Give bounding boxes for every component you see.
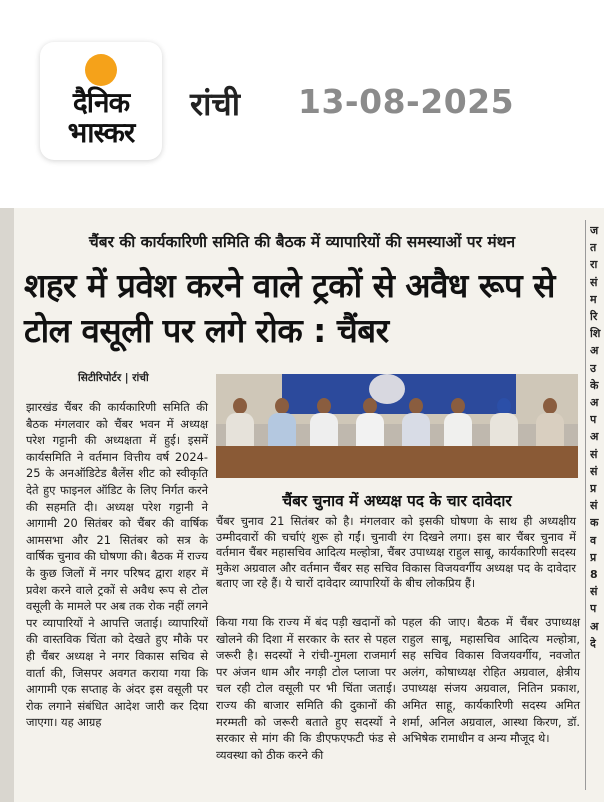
adjacent-column-fragment: शि bbox=[590, 327, 601, 341]
article-column-wide bbox=[216, 514, 576, 592]
article-column-right bbox=[402, 614, 580, 747]
adjacent-column-fragment: म bbox=[590, 292, 597, 306]
adjacent-column-fragment: के bbox=[590, 378, 599, 392]
adjacent-column-fragment: ज bbox=[590, 224, 599, 237]
sun-logo-icon bbox=[85, 54, 117, 86]
adjacent-column-fragment: त bbox=[590, 241, 597, 255]
article-paragraph: झारखंड चैंबर की कार्यकारिणी समिति की बैठक मंगलवार को चैंबर भवन में अध्यक्ष परेश गट्टानी की अध्यक्षता में हुई। इसमें कार्यसमिति ने वर्तमान वित्तीय वर्ष 2024-25 के अनऑडिटेड बैलेंस शीट को स्वीकृति देते हुए फाइनल ऑडिट के लिए निर्गत करने की सहमति दी। अध्यक्ष परेश गट्टानी ने आगामी 20 सितंबर को चैंबर की वार्षिक आमसभा और 21 सितंबर को सत्र के वार्षिक चुनाव की घोषणा की। बैठक में राज्य के कुछ जिलों में नगर परिषद द्वारा शहर में प्रवेश करने वाले ट्रकों से अवैध रूप से टोल वसूली के मामले पर अब तक रोक नहीं लगने पर व्यापारियों ने आपत्ति जताई। व्यापारियों की वास्तविक चिंता को देखते हुए मौके पर ही चैंबर अध्यक्ष ने नगर विकास सचिव से वार्ता की, जिसपर अवगत कराया गया कि आगामी एक सप्ताह के अंदर इस वसूली पर रोक लगाने संबंधित आदेश जारी कर दिया जाएगा। यह आग्रह bbox=[26, 400, 208, 730]
article-paragraph: पहल की जाए। बैठक में चैंबर उपाध्यक्ष राहुल साबू, महासचिव आदित्य मल्होत्रा, सह सचिव विकास विजयवर्गीय, नवजोत अलंग, कोषाध्यक्ष रोहित अग्रवाल, क्षेत्रीय उपाध्यक्ष संजय अग्रवाल, नितिन प्रकाश, अमित साहू, कार्यकारिणी सदस्य अमित शर्मा, अनिल अग्रवाल, आस्था किरण, डॉ. अभिषेक रामाधीन व अन्य मौजूद थे। bbox=[402, 615, 580, 746]
app-header bbox=[0, 0, 604, 200]
adjacent-column-fragment: 8 bbox=[590, 568, 598, 582]
adjacent-column-fragment: प्र bbox=[590, 482, 597, 496]
adjacent-column-fragment: प bbox=[590, 413, 597, 427]
photo-table bbox=[216, 446, 578, 478]
logo-text-line1: दैनिक bbox=[72, 86, 130, 119]
adjacent-column-fragment: सं bbox=[590, 585, 598, 599]
meeting-photo bbox=[216, 374, 578, 478]
photo-person bbox=[402, 398, 430, 452]
edition-date: 13-08-2025 bbox=[298, 82, 515, 121]
adjacent-column-fragment: सं bbox=[590, 447, 598, 461]
adjacent-column-fragment: सं bbox=[590, 464, 598, 478]
adjacent-column-fragment: अ bbox=[590, 430, 599, 444]
adjacent-column-fragment: रा bbox=[590, 258, 598, 272]
adjacent-column-fragment: सं bbox=[590, 499, 598, 513]
adjacent-column-fragment: अ bbox=[590, 619, 599, 633]
article-paragraph: चैंबर चुनाव 21 सितंबर को है। मंगलवार को इसकी घोषणा के साथ ही अध्यक्षीय उम्मीदवारों की चर्चाएं शुरू हो गईं। चुनावी रंग दिखने लगा। इस बार चैंबर चुनाव में वर्तमान चैंबर महासचिव आदित्य मल्होत्रा, चैंबर उपाध्यक्ष राहुल साबू, कार्यकारिणी सदस्य मुकेश अग्रवाल और वर्तमान चैंबर सह सचिव विकास विजयवर्गीय अध्यक्ष पद के दावेदार बताए जा रहे हैं। ये चारों दावेदार व्यापारियों के बीच लोकप्रिय हैं। bbox=[216, 514, 576, 591]
photo-person bbox=[356, 398, 384, 452]
adjacent-column-fragment: सं bbox=[590, 275, 598, 289]
photo-person bbox=[444, 398, 472, 452]
article-paragraph: किया गया कि राज्य में बंद पड़ी खदानों को खोलने की दिशा में सरकार के स्तर से पहल जरूरी है। सदस्यों ने रांची-गुमला राजमार्ग पर अंजन धाम और नगड़ी टोल प्लाजा पर चल रही टोल वसूली पर भी चिंता जताई। राज्य की बाजार समिति की दुकानों की मरम्मती को जरूरी बताते हुए सदस्यों ने सरकार से मांग की कि डीएफएफटी फंड से व्यवस्था को ठीक करने की bbox=[216, 615, 396, 762]
photo-person bbox=[536, 398, 564, 452]
adjacent-column-fragment: क bbox=[590, 516, 599, 530]
photo-person bbox=[226, 398, 254, 452]
edition-city: रांची bbox=[190, 85, 240, 123]
article-column-middle bbox=[216, 614, 396, 763]
photo-person bbox=[268, 398, 296, 452]
adjacent-column-fragment: व bbox=[590, 533, 597, 547]
adjacent-column-fragment: प bbox=[590, 602, 597, 616]
article-headline: शहर में प्रवेश करने वाले ट्रकों से अवैध रूप से टोल वसूली पर लगे रोक : चैंबर bbox=[24, 266, 555, 350]
article-kicker: चैंबर की कार्यकारिणी समिति की बैठक में व्यापारियों की समस्याओं पर मंथन bbox=[88, 233, 516, 251]
article-subheading: चैंबर चुनाव में अध्यक्ष पद के चार दावेदार bbox=[282, 492, 512, 510]
adjacent-column-fragment: अ bbox=[590, 396, 599, 410]
adjacent-column-fragment: उ bbox=[590, 361, 597, 375]
adjacent-column-fragment: प्र bbox=[590, 550, 597, 564]
adjacent-column-fragment: दे bbox=[590, 636, 596, 650]
dainik-bhaskar-logo[interactable] bbox=[40, 42, 162, 160]
adjacent-column-fragment: अ bbox=[590, 344, 599, 358]
article-byline: सिटीरिपोर्टर | रांची bbox=[78, 372, 149, 384]
adjacent-article-column bbox=[590, 222, 604, 792]
photo-person bbox=[310, 398, 338, 452]
photo-person bbox=[490, 398, 518, 452]
article-column-left bbox=[26, 399, 208, 731]
adjacent-column-fragment: रि bbox=[590, 310, 598, 324]
column-divider bbox=[585, 220, 586, 790]
logo-text-line2: भास्कर bbox=[67, 116, 135, 149]
page-edge bbox=[0, 208, 14, 802]
